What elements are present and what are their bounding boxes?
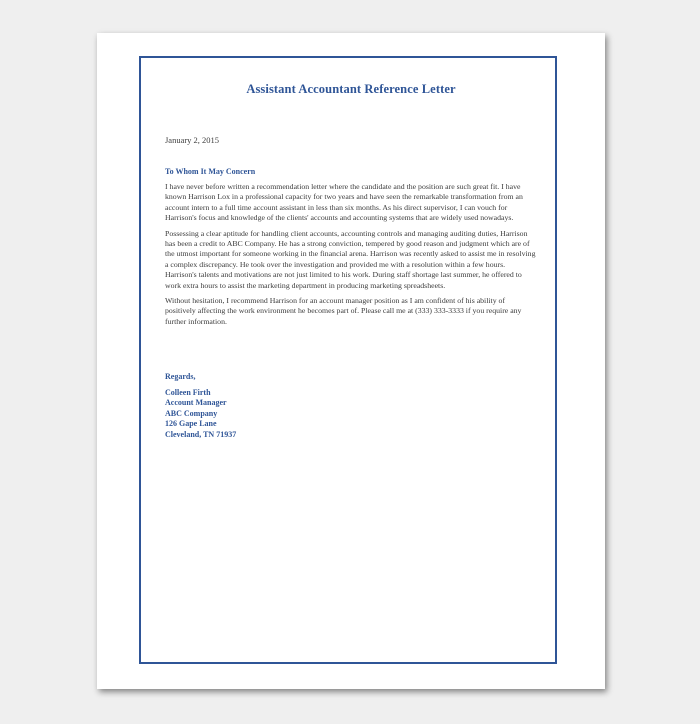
letter-title: Assistant Accountant Reference Letter [246,82,456,96]
letter-date: January 2, 2015 [165,135,220,145]
signer-street: 126 Gape Lane [165,419,217,429]
body-paragraph-1: I have never before written a recommendation letter where the candidate and the position are such great fit. I have known Harrison Lox in a professional capacity for two years and have seen the remarkable transformation from an account intern to a full time account assistant in less than six months. As his direct supervisor, I can vouch for Harrison's focus and knowledge of the clients' accounts and accounting systems that are widely used nowadays. [165,182,523,223]
signer-company: ABC Company [165,408,218,418]
page-border-frame [139,56,557,664]
letter-body [165,182,537,332]
signature-block [165,388,236,440]
signer-position: Account Manager [165,398,227,408]
body-paragraph-3: Without hesitation, I recommend Harrison for an account manager position as I am confident of his ability of positively affecting the work environment he becomes part of. Please call me at (333) 333-3333 if you require any further information. [165,296,522,326]
signer-city: Cleveland, TN 71937 [165,429,237,439]
body-paragraph-2: Possessing a clear aptitude for handling client accounts, accounting controls and managing auditing duties, Harrison has been a credit to ABC Company. He has a strong conviction, tempered by good reason and judgment which are of the utmost important for someone working in the financial arena. Harrison was recently asked to assist me in resolving a complex discrepancy. He took over the investigation and provided me with a resolution within a few hours. Harrison's talents and motivations are not just limited to his work. During staff shortage last summer, he offered to work extra hours to assist the marketing department in producing marketing spreadsheets. [165,228,536,290]
letter-closing: Regards, [165,372,196,381]
letter-salutation: To Whom It May Concern [165,167,256,176]
signer-name: Colleen Firth [165,388,211,397]
letter-page [97,33,605,689]
